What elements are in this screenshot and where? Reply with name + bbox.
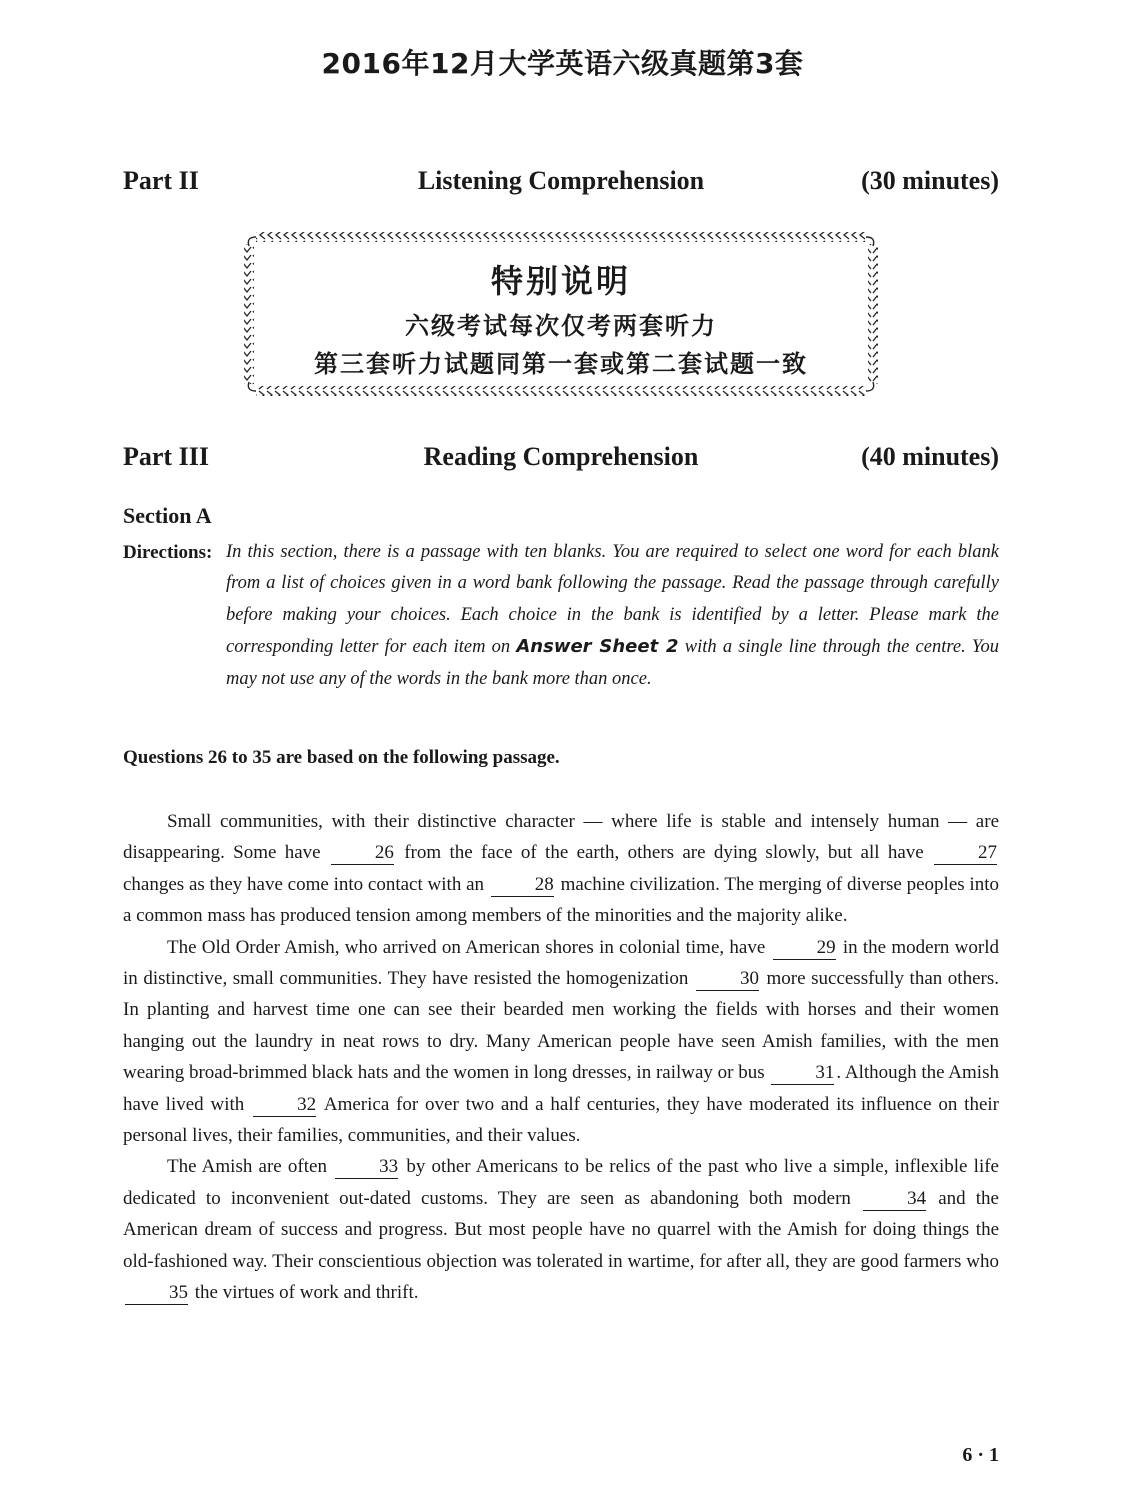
directions-colon: :	[206, 542, 213, 563]
passage-text: in the modern world in distinctive, small communities. They have resisted the homogenization	[123, 936, 1000, 990]
blank-28: 28	[491, 874, 554, 897]
part-iii-header	[123, 442, 999, 476]
blank-26: 26	[331, 842, 394, 865]
questions-intro: Questions 26 to 35 are based on the following passage.	[123, 747, 560, 768]
part-label: Part II	[123, 166, 199, 195]
part-time: (40 minutes)	[861, 442, 999, 471]
page-number: 6 · 1	[962, 1444, 999, 1466]
passage-text: Small communities, with their distinctive character — where life is stable and intensely human — are disappearing. Some have	[123, 811, 999, 864]
passage-text: the virtues of work and thrift.	[190, 1282, 419, 1304]
passage-text: from the face of the earth, others are dying slowly, but all have	[395, 842, 932, 864]
special-notice-box	[242, 230, 880, 398]
passage-text: and the American dream of success and progress. But most people have no quarrel with the Amish for doing things the old-fashioned way. Their conscientious objection was tolerated in wartime, for after all, they are good farmers who	[123, 1187, 999, 1272]
part-name: Reading Comprehension	[423, 442, 699, 471]
section-title: Section A	[123, 503, 212, 528]
passage-text: more successfully than others. In planting and harvest time one can see their bearded men working the fields with horses and their women hanging out the laundry in neat rows to dry. Many American people have seen Amish families, with the men wearing broad-brimmed black hats and the women in long dresses, in railway or bus	[123, 968, 999, 1084]
blank-33: 33	[335, 1156, 398, 1179]
blank-30: 30	[696, 968, 759, 991]
part-name: Listening Comprehension	[417, 166, 705, 195]
directions-text	[226, 537, 999, 695]
passage-text: America for over two and a half centuries, they have moderated its influence on their personal lives, their families, communities, and their values.	[123, 1093, 999, 1147]
directions-text-part-1: In this section, there is a passage with ten blanks. You are required to select one word for each blank from a list of choices given in a word bank following the passage. Read the passage through carefully before making your choices. Each choice in the bank is identified by a letter. Please mark the corresponding letter for each item on	[226, 542, 999, 658]
notice-heading: 特别说明	[490, 262, 631, 300]
part-ii-header	[123, 166, 999, 200]
passage-text: machine civilization. The merging of diverse peoples into a common mass has produced tension among members of the minorities and the majority alike.	[123, 873, 999, 927]
directions-text-part-2: with a single line through the centre. You may not use any of the words in the bank more than once.	[226, 637, 999, 689]
reading-passage	[123, 806, 999, 1309]
part-time: (30 minutes)	[861, 166, 999, 195]
answer-sheet-reference: Answer Sheet 2	[516, 636, 679, 658]
notice-line-2: 第三套听力试题同第一套或第二套试题一致	[314, 350, 808, 378]
page-title: 2016年12月大学英语六级真题第3套	[321, 47, 804, 80]
passage-text: changes as they have come into contact with an	[123, 873, 489, 895]
directions-label	[123, 537, 212, 568]
passage-text: . Although the Amish have lived with	[123, 1062, 999, 1115]
blank-35: 35	[125, 1282, 188, 1305]
blank-27: 27	[934, 842, 997, 865]
passage-text: by other Americans to be relics of the past who live a simple, inflexible life dedicated to inconvenient out-dated customs. They are seen as abandoning both modern	[123, 1156, 999, 1209]
part-label: Part III	[123, 442, 209, 471]
blank-34: 34	[863, 1188, 926, 1211]
passage-text: The Amish are often	[167, 1156, 334, 1178]
directions-label-text: Directions	[123, 542, 207, 563]
passage-paragraph-1	[123, 806, 999, 932]
notice-line-1: 六级考试每次仅考两套听力	[405, 312, 717, 340]
passage-paragraph-2	[123, 932, 999, 1152]
blank-29: 29	[773, 937, 836, 960]
blank-31: 31	[771, 1062, 834, 1085]
passage-text: The Old Order Amish, who arrived on American shores in colonial time, have	[167, 936, 771, 958]
passage-paragraph-3	[123, 1151, 999, 1308]
blank-32: 32	[253, 1094, 316, 1117]
